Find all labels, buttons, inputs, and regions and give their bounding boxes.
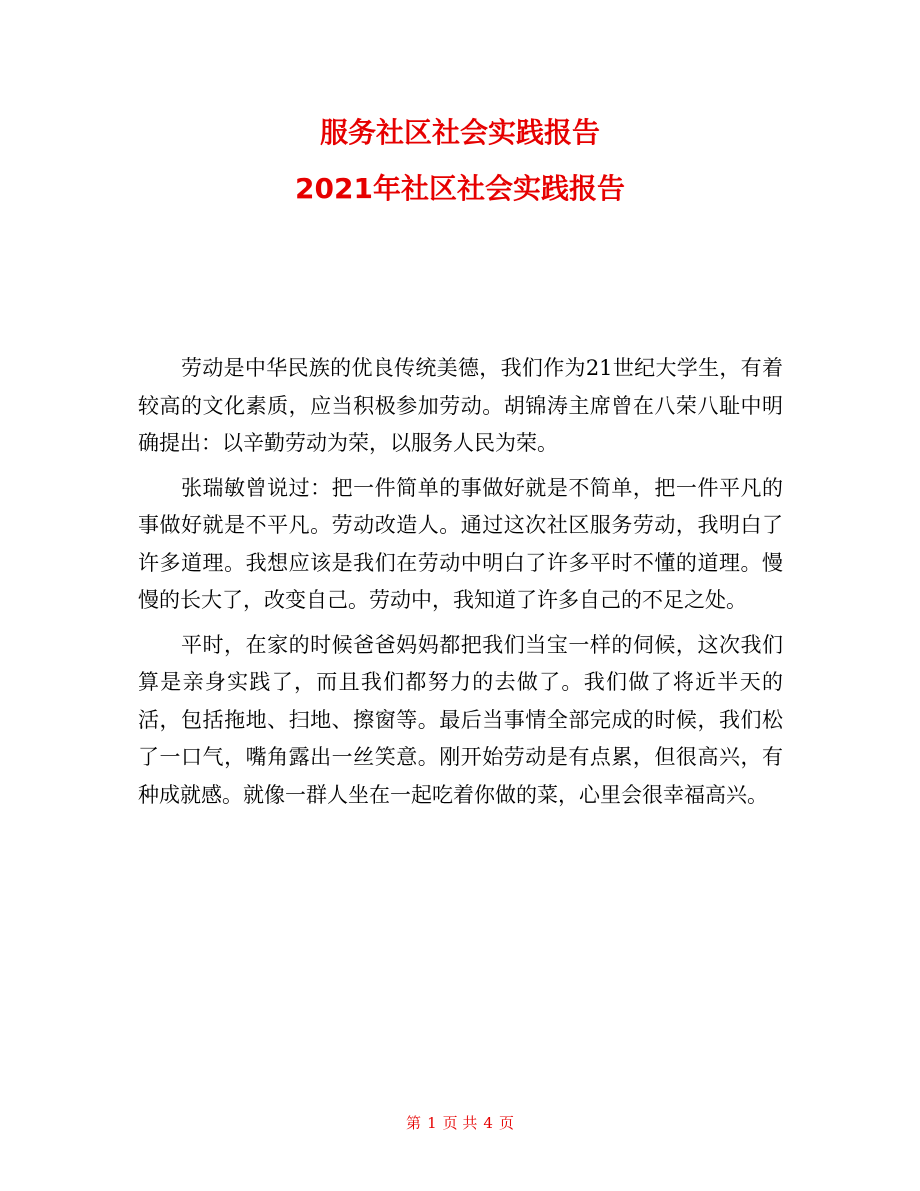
footer-total-pages: 4 <box>483 1114 493 1132</box>
paragraph-1: 劳动是中华民族的优良传统美德，我们作为21世纪大学生，有着较高的文化素质，应当积极参加劳动。胡锦涛主席曾在八荣八耻中明确提出：以辛勤劳动为荣，以服务人民为荣。 <box>138 356 783 455</box>
document-title: 服务社区社会实践报告 <box>319 116 600 149</box>
footer-prefix: 第 <box>406 1114 422 1132</box>
footer-middle: 页 共 <box>442 1114 478 1132</box>
paragraph-2: 张瑞敏曾说过：把一件简单的事做好就是不简单，把一件平凡的事做好就是不平凡。劳动改造人。通过这次社区服务劳动，我明白了许多道理。我想应该是我们在劳动中明白了许多平时不懂的道理。慢慢的长大了，改变自己。劳动中，我知道了许多自己的不足之处。 <box>138 475 783 612</box>
paragraph-3: 平时，在家的时候爸爸妈妈都把我们当宝一样的伺候，这次我们算是亲身实践了，而且我们都努力的去做了。我们做了将近半天的活，包括拖地、扫地、擦窗等。最后当事情全部完成的时候，我们松了一口气，嘴角露出一丝笑意。刚开始劳动是有点累，但很高兴，有种成就感。就像一群人坐在一起吃着你做的菜，心里会很幸福高兴。 <box>138 632 783 807</box>
document-body <box>138 350 783 821</box>
footer-suffix: 页 <box>498 1114 514 1132</box>
page-footer <box>0 1113 920 1133</box>
document-subtitle: 2021年社区社会实践报告 <box>295 172 625 205</box>
footer-page-number: 1 <box>427 1114 437 1132</box>
